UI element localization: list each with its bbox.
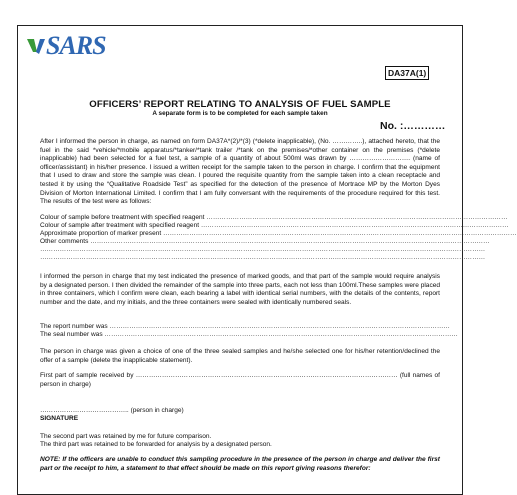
result-label: Colour of sample before treatment with specified reagent	[40, 214, 205, 221]
signature-label: SIGNATURE	[40, 415, 79, 422]
intro-paragraph: After I informed the person in charge, as named on form DA37A*(2)/*(3) (*delete inapplicable), (No. …………..), attached hereto, that the fuel in the said *vehicle/*mobile apparatus/*tanker/*tank trailer /*tank on the premises/*other container on the premises (*delete inapplicable) had been selected for a fuel test, a sample of a quantity of about 500ml was drawn by ………………………. (name of officer/assistant) in his/her presence. I issued a written receipt for the sample taken to the person in charge. I confirm that the equipment that I used to draw and store the sample was clean. I poured the requisite quantity from the sample taken into a clean receptacle and tested it by using the “Qualitative Roadside Test” as specified for the detection of the presence of Mortrace MP by the Morton Dyes Division of Morton International Limited. I confirm that I am fully conversant with the requirements of the procedure required for this test. The results of the test were as follows:	[40, 138, 440, 206]
report-number-label: No. :…………	[380, 120, 446, 132]
note-text: NOTE: If the officers are unable to conduct this sampling procedure in the presence of the person in charge and deliver the first part or the receipt to him, a statement to that effect should be made on this report giving reasons therefor:	[40, 456, 440, 472]
second-part-text: The second part was retained by me for future comparison.	[40, 433, 212, 440]
result-dots: ……………………………………………………………………………………………………………………………………………………………………………………	[40, 254, 486, 261]
choice-paragraph: The person in charge was given a choice of one of the three sealed samples and he/she selected one for his/her retention/declined the offer of a sample (delete the inapplicable statement).	[40, 348, 440, 364]
seal-number-dots: ………………………………………………………………………………………………………………………………………………	[104, 331, 458, 338]
report-number-dots: …………………………………………………………………………………………………………………………………………	[109, 323, 450, 330]
seal-number-row	[40, 331, 458, 339]
result-dots: …………………………………………………………………………………………………………………………………………………………………	[90, 238, 490, 245]
signature-line: ………………………………….. (person in charge)	[40, 407, 184, 414]
result-row	[40, 222, 509, 230]
result-label: Colour of sample after treatment with specified reagent	[40, 222, 200, 229]
result-row	[40, 230, 517, 238]
result-dots: ……………………………………………………………………………………………………………………………………………………………………………………	[40, 246, 486, 253]
result-label: Other comments	[40, 238, 89, 245]
report-number-row	[40, 323, 450, 331]
result-dots: …………………………………………………………………………………………………………………………	[206, 214, 508, 221]
seal-number-row-label: The seal number was	[40, 331, 103, 338]
result-label: Approximate proportion of marker present	[40, 230, 162, 237]
division-paragraph: I informed the person in charge that my test indicated the presence of marked goods, and that part of the sample would require analysis by a designated person. I then divided the remainder of the sample into three parts, each not less than 100ml.These samples were placed in three containers, which I confirm were clean, each bearing a label with identical serial numbers, with the details of the contents, report number and the date, and my initials, and the three containers were sealed with identically numbered seals.	[40, 273, 440, 306]
logo-text: SARS	[46, 31, 106, 60]
result-row	[40, 246, 486, 254]
page-title: OFFICERS’ REPORT RELATING TO ANALYSIS OF FUEL SAMPLE	[89, 99, 391, 110]
form-number: DA37A(1)	[385, 66, 429, 80]
sars-logo-mark-icon	[26, 36, 46, 56]
result-row	[40, 254, 486, 262]
report-number-row-label: The report number was	[40, 323, 108, 330]
first-part-received-field: First part of sample received by ………………………………………………………………………………………………………… (full names of person in charge)	[40, 372, 440, 388]
result-dots: ……………………………………………………………………………………………………………………………	[200, 222, 509, 229]
sars-logo	[26, 33, 106, 59]
result-row	[40, 238, 490, 246]
result-dots: ………………………………………………………………………………………………………………………………………………	[163, 230, 517, 237]
result-row	[40, 214, 508, 222]
third-part-text: The third part was retained to be forwarded for analysis by a designated person.	[40, 441, 272, 448]
page-subtitle: A separate form is to be completed for each sample taken	[152, 110, 328, 117]
